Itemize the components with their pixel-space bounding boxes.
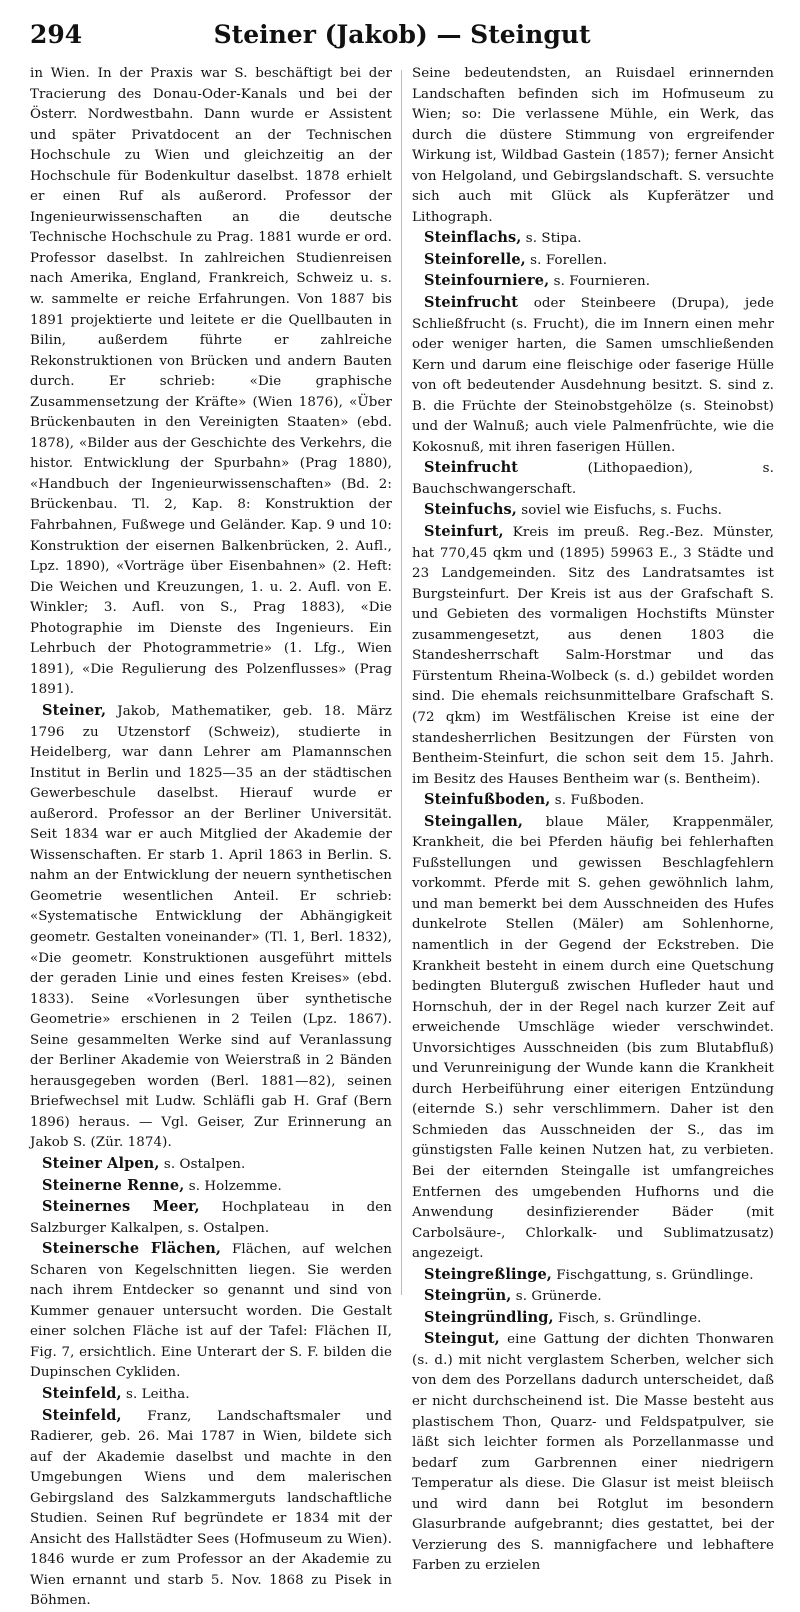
running-head: Steiner (Jakob) — Steingut [213, 19, 591, 49]
page-header [30, 6, 772, 62]
entry-text: s. Grünerde. [511, 1289, 602, 1305]
entry-headword: Steinflachs, [424, 229, 522, 247]
article-entry [30, 1176, 392, 1198]
entry-headword: Steingut, [424, 1330, 500, 1348]
article-entry [30, 64, 392, 701]
entry-headword: Steingrün, [424, 1287, 512, 1305]
article-entry [412, 790, 774, 812]
entry-headword: Steinfeld, [42, 1406, 122, 1424]
entry-headword: Steinfeld, [42, 1385, 122, 1402]
article-entry [30, 1239, 392, 1384]
entry-headword: Steingreßlinge, [424, 1265, 552, 1283]
article-entry [30, 1384, 392, 1406]
entry-headword: Steiner Alpen, [42, 1154, 160, 1172]
entry-text: s. Fournieren. [549, 274, 651, 290]
article-entry [412, 64, 774, 228]
entry-text: Jakob, Mathematiker, geb. 18. März 1796 zu Utzenstorf (Schweiz), studierte in Heidelberg, war dann Lehrer am Plamannschen Institut in Berlin und 1825—35 an der städtischen Gewerbeschule daselbst. Hierauf wurde er außerord. Professor an der Berliner Universität. Seit 1834 war er auch Mitglied der Akademie der Wissenschaften. Er starb 1. April 1863 in Berlin. S. nahm an der Entwicklung der neuern synthetischen Geometrie wesentlichen Anteil. Er schrieb: «Systematische Entwicklung der Abhängigkeit geometr. Gestalten voneinander» (Tl. 1, Berl. 1832), «Die geometr. Konstruktionen ausgeführt mittels der geraden Linie und eines festen Kreises» (ebd. 1833). Seine «Vorlesungen über synthetische Geometrie» erschienen in 2 Teilen (Lpz. 1867). Seine gesammelten Werke sind auf Veranlassung der Berliner Akademie von Weierstraß in 2 Bänden herausgegeben worden (Berl. 1881—82), seinen Briefwechsel mit Ludw. Schläfli gab H. Graf (Bern 1896) heraus. — Vgl. Geiser, Zur Erinnerung an Jakob S. (Zür. 1874). [30, 703, 392, 1151]
entry-headword: Steinforelle, [424, 250, 526, 268]
article-entry [30, 1197, 392, 1239]
entry-text: Hochplateau in den Salzburger Kalkalpen, s. Ostalpen. [30, 1200, 392, 1236]
article-entry [30, 701, 392, 1154]
entry-headword: Steinerne Renne, [42, 1176, 185, 1194]
article-entry [30, 1154, 392, 1176]
article-entry [412, 458, 774, 500]
entry-headword: Steiner, [42, 701, 107, 719]
article-entry [30, 1406, 392, 1612]
entry-text: in Wien. In der Praxis war S. beschäftigt bei der Tracierung des Donau-Oder-Kanals und bei der Österr. Nordwestbahn. Dann wurde er Assistent und später Privatdocent an der Technischen Hochschule zu Wien und gleichzeitig an der Hochschule für Bodenkultur daselbst. 1878 erhielt er einen Ruf als außerord. Professor der Ingenieurwissenschaften an die deutsche Technische Hochschule zu Prag. 1881 wurde er ord. Professor daselbst. In zahlreichen Studienreisen nach Amerika, England, Frankreich, Schweiz u. s. w. sammelte er reiche Erfahrungen. Von 1887 bis 1891 projektierte und leitete er die Quellbauten in Bilin, außerdem führte er zahlreiche Rekonstruktionen von Brücken und andern Bauten durch. Er schrieb: «Die graphische Zusammensetzung der Kräfte» (Wien 1876), «Über Brückenbauten in den Vereinigten Staaten» (ebd. 1878), «Bilder aus der Geschichte des Verkehrs, die histor. Entwicklung der Spurbahn» (Prag 1880), «Handbuch der Ingenieurwissenschaften» (Bd. 2: Brückenbau. Tl. 2, Kap. 8: Konstruktion der Fahrbahnen, Fußwege und Geländer. Kap. 9 und 10: Konstruktion der eisernen Balkenbrücken, 2. Aufl., Lpz. 1890), «Vorträge über Eisenbahnen» (2. Heft: Die Weichen und Kreuzungen, 1. u. 2. Aufl. von E. Winkler; 3. Aufl. von S., Prag 1883), «Die Photographie im Dienste des Ingenieurs. Ein Lehrbuch der Photogrammetrie» (1. Lfg., Wien 1891), «Die Regulierung des Polzenflusses» (Prag 1891). [30, 66, 392, 698]
left-column [30, 64, 392, 1609]
article-entry [412, 1286, 774, 1308]
page-number: 294 [30, 19, 83, 49]
entry-headword: Steinfrucht [424, 459, 519, 477]
entry-text: Kreis im preuß. Reg.-Bez. Münster, hat 770,45 qkm und (1895) 59963 E., 3 Städte und 23 Landgemeinden. Sitz des Landratsamtes ist Burgsteinfurt. Der Kreis ist aus der Grafschaft S. und Gebieten des vormaligen Hochstifts Münster zusammengesetzt, aus denen 1803 die Standesherrschaft Salm-Horstmar und das Fürstentum Rheina-Wolbeck (s. d.) gebildet worden sind. Die ehemals reichsunmittelbare Grafschaft S. (72 qkm) im Westfälischen Kreise ist eine der standesherrlichen Besitzungen der Fürsten von Bentheim-Steinfurt, die schon seit dem 15. Jahrh. im Besitz des Hauses Bentheim war (s. Bentheim). [412, 525, 774, 787]
entry-text: s. Ostalpen. [159, 1156, 246, 1172]
entry-text: eine Gattung der dichten Thonwaren (s. d.) mit nicht verglastem Scherben, welcher sich von dem des Porzellans dadurch unterscheidet, daß er nicht durchscheinend ist. Die Masse besteht aus plastischem Thon, Quarz- und Feldspatpulver, sie läßt sich leichter formen als Porzellanmasse und bedarf zum Garbrennen einer niedrigern Temperatur als diese. Die Glasur ist meist bleiisch und wird dann bei Rotglut im besondern Glasurbrande aufgebrannt; dies gestattet, bei der Verzierung des S. mannigfachere und lebhaftere Farben zu erzielen [412, 1332, 774, 1574]
entry-text: s. Fußboden. [550, 793, 645, 809]
entry-text: s. Holzemme. [184, 1178, 282, 1194]
entry-text: Franz, Landschaftsmaler und Radierer, geb. 26. Mai 1787 in Wien, bildete sich auf der Akademie daselbst und machte in den Umgebungen Wiens und dem malerischen Gebirgsland des Salzkammerguts landschaftliche Studien. Seinen Ruf begründete er 1834 mit der Ansicht des Hallstädter Sees (Hofmuseum zu Wien). 1846 wurde er zum Professor an der Akademie zu Wien ernannt und starb 5. Nov. 1868 zu Pisek in Böhmen. [30, 1408, 392, 1609]
entry-text: s. Forellen. [525, 252, 608, 268]
article-entry [412, 271, 774, 293]
entry-headword: Steingründling, [424, 1308, 554, 1326]
entry-headword: Steinersche Flächen, [42, 1240, 222, 1258]
entry-text: soviel wie Eisfuchs, s. Fuchs. [516, 503, 723, 519]
entry-headword: Steinfrucht [424, 294, 519, 312]
entry-text: Seine bedeutendsten, an Ruisdael erinnernden Landschaften befinden sich im Hofmuseum zu Wien; so: Die verlassene Mühle, ein Werk, das durch die düstere Stimmung von ergreifender Wirkung ist, Wildbad Gastein (1857); ferner Ansicht von Helgoland, und Gebirgslandschaft. S. versuchte sich auch mit Glück als Kupferätzer und Lithograph. [412, 66, 774, 225]
entry-text: Fisch, s. Gründlinge. [553, 1310, 702, 1326]
column-divider [401, 70, 402, 1295]
article-entry [412, 293, 774, 458]
article-entry [412, 1329, 774, 1577]
entry-headword: Steinfourniere, [424, 272, 550, 290]
entry-text: blaue Mäler, Krappenmäler, Krankheit, die bei Pferden häufig bei fehlerhaften Fußstellungen und gewissen Beschlagfehlern vorkommt. Pferde mit S. gehen gewöhnlich lahm, und man bemerkt bei dem Ausschneiden des Hufes dunkelrote Stellen (Mäler) am Sohlenhorne, namentlich in der Gegend der Eckstreben. Die Krankheit besteht in einem durch eine Quetschung bedingten Bluterguß zwischen Hufleder haut und Hornschuh, der in der Regel nach kurzer Zeit auf erweichende Umschläge wieder verschwindet. Unvorsichtiges Ausschneiden (bis zum Blutabfluß) und Verunreinigung der Wunde kann die Krankheit durch Herbeiführung einer eiterigen Entzündung (eiternde S.) sehr verschlimmern. Daher ist den Schmieden das Ausschneiden der S., das im günstigsten Falle keinen Nutzen hat, zu verbieten. Bei der eiternden Steingalle ist umfangreiches Entfernen des umgebenden Hufhorns und die Anwendung desinfizierender Bäder (mit Carbolsäure-, Chlorkalk- und Sublimatzusatz) angezeigt. [412, 814, 774, 1262]
entry-text: (Lithopaedion), s. Bauchschwangerschaft. [412, 461, 774, 497]
entry-headword: Steinernes Meer, [42, 1198, 200, 1216]
article-entry [412, 500, 774, 522]
article-entry [412, 1308, 774, 1330]
article-entry [412, 812, 774, 1265]
entry-headword: Steingallen, [424, 812, 524, 830]
entry-headword: Steinfußboden, [424, 791, 551, 809]
entry-headword: Steinfuchs, [424, 501, 517, 519]
article-entry [412, 250, 774, 272]
entry-text: s. Leitha. [121, 1387, 190, 1402]
entry-headword: Steinfurt, [424, 523, 504, 541]
article-entry [412, 228, 774, 250]
article-entry [412, 522, 774, 790]
entry-text: Flächen, auf welchen Scharen von Kegelschnitten liegen. Sie werden nach ihrem Entdecker so genannt und sind von Kummer genauer untersucht worden. Die Gestalt einer solchen Fläche ist auf der Tafel: Flächen II, Fig. 7, ersichtlich. Eine Unterart der S. F. bilden die Dupinschen Cykliden. [30, 1242, 392, 1381]
right-column [412, 64, 774, 1574]
entry-text: oder Steinbeere (Drupa), jede Schließfrucht (s. Frucht), die im Innern einen mehr oder weniger harten, die Samen umschließenden Kern und darum eine fleischige oder faserige Hülle von oft bedeutender Ausdehnung besitzt. S. sind z. B. die Früchte der Steinobstgehölze (s. Steinobst) und der Walnuß; auch viele Palmenfrüchte, wie die Kokosnuß, mit ihren faserigen Hüllen. [412, 296, 774, 455]
entry-text: Fischgattung, s. Gründlinge. [551, 1267, 754, 1283]
article-entry [412, 1265, 774, 1287]
entry-text: s. Stipa. [521, 231, 582, 247]
